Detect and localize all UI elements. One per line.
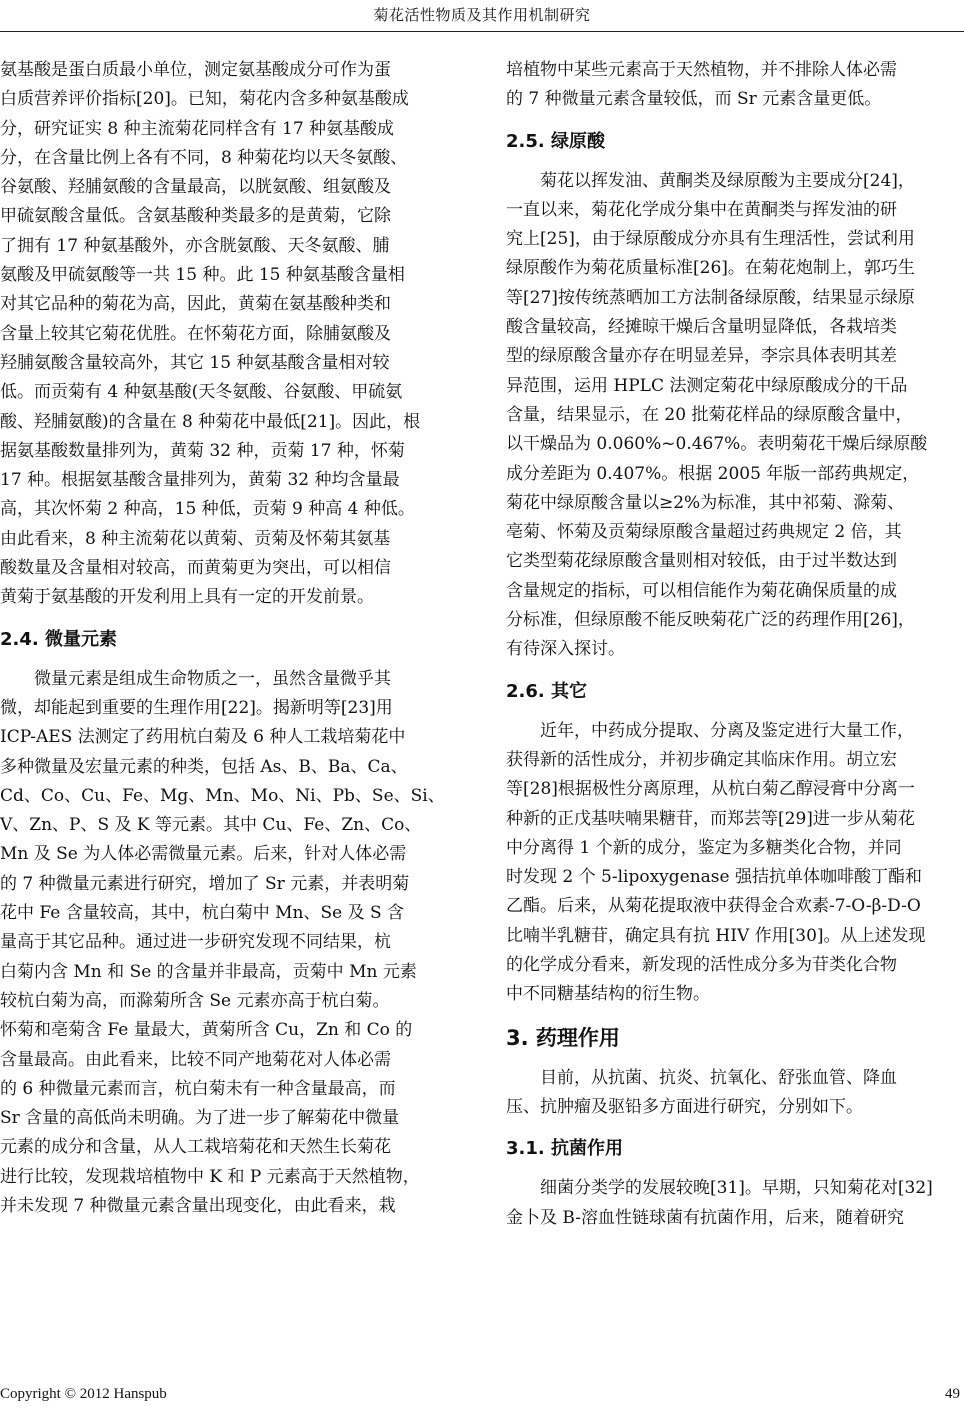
paragraph-antibacterial: 细菌分类学的发展较晚[31]。早期，只知菊花对[32] 金卜及 B-溶血性链球菌有抗菌作用，后来，随着研究 [506,1178,933,1228]
header-rule [0,31,964,32]
paragraph-pharmacology-intro: 目前，从抗菌、抗炎、抗氧化、舒张血管、降血 压、抗肿瘤及驱铅多方面进行研究，分别如下。 [506,1067,897,1117]
section-heading-3-1: 3.1. 抗菌作用 [506,1138,623,1160]
section-heading-2-6: 2.6. 其它 [506,680,587,702]
paragraph-others: 近年，中药成分提取、分离及鉴定进行大量工作， 获得新的活性成分，并初步确定其临床作用。胡立宏 等[28]根据极性分离原理，从杭白菊乙醇浸膏中分离一 种新的正戊基呋喃果糖苷，而郑芸等[29]进一步从菊花 中分离得 1 个新的成分，鉴定为多糖类化合物，并同 时发现 2 个 5-lipoxygenase 强拮抗单体咖啡酸丁酯和 乙酯。后来，从菊花提取液中获得金合欢素-7-O-β-D-O 比喃半乳糖苷，确定具有抗 HIV 作用[30]。从上述发现 的化学成分看来，新发现的活性成分多为苷类化合物 中不同糖基结构的衍生物。 [506,720,926,1005]
left-column [0,56,458,1221]
paragraph-amino-acids: 氨基酸是蛋白质最小单位，测定氨基酸成分可作为蛋 白质营养评价指标[20]。已知，菊花内含多种氨基酸成 分，研究证实 8 种主流菊花同样含有 17 种氨基酸成 分，在含量比例上各有不同，8 种菊花均以天冬氨酸、 谷氨酸、羟脯氨酸的含量最高，以胱氨酸、组氨酸及 甲硫氨酸含量低。含氨基酸种类最多的是黄菊，它除 了拥有 17 种氨基酸外，亦含胱氨酸、天冬氨酸、脯 氨酸及甲硫氨酸等一共 15 种。此 15 种氨基酸含量相 对其它品种的菊花为高，因此，黄菊在氨基酸种类和 含量上较其它菊花优胜。在怀菊花方面，除脯氨酸及 羟脯氨酸含量较高外，其它 15 种氨基酸含量相对较 低。而贡菊有 4 种氨基酸(天冬氨酸、谷氨酸、甲硫氨 酸、羟脯氨酸)的含量在 8 种菊花中最低[21]。因此，根 据氨基酸数量排列为，黄菊 32 种，贡菊 17 种，怀菊 17 种。根据氨基酸含量排列为，黄菊 32 种均含量最 高，其次怀菊 2 种高，15 种低，贡菊 9 种高 4 种低。 由此看来，8 种主流菊花以黄菊、贡菊及怀菊其氨基 酸数量及含量相对较高，而黄菊更为突出，可以相信 黄菊于氨基酸的开发利用上具有一定的开发前景。 [0,60,421,608]
section-heading-2-4: 2.4. 微量元素 [0,628,117,650]
paragraph-trace-elements-cont: 培植物中某些元素高于天然植物，并不排除人体必需 的 7 种微量元素含量较低，而 Sr 元素含量更低。 [506,60,897,110]
running-header: 菊花活性物质及其作用机制研究 [373,6,591,24]
section-heading-2-5: 2.5. 绿原酸 [506,130,605,152]
footer-page-number: 49 [945,1386,960,1402]
paragraph-trace-elements: 微量元素是组成生命物质之一，虽然含量微乎其 微，却能起到重要的生理作用[22]。揭新明等[23]用 ICP-AES 法测定了药用杭白菊及 6 种人工栽培菊花中 多种微量及宏量元素的种类，包括 As、B、Ba、Ca、 Cd、Co、Cu、Fe、Mg、Mn、Mo、Ni、Pb、Se、Si、 V、Zn、P、S 及 K 等元素。其中 Cu、Fe、Zn、Co、 Mn 及 Se 为人体必需微量元素。后来，针对人体必需 的 7 种微量元素进行研究，增加了 Sr 元素，并表明菊 花中 Fe 含量较高，其中，杭白菊中 Mn、Se 及 S 含 量高于其它品种。通过进一步研究发现不同结果，杭 白菊内含 Mn 和 Se 的含量并非最高，贡菊中 Mn 元素 较杭白菊为高，而滁菊所含 Se 元素亦高于杭白菊。 怀菊和亳菊含 Fe 量最大，黄菊所含 Cu，Zn 和 Co 的 含量最高。由此看来，比较不同产地菊花对人体必需 的 6 种微量元素而言，杭白菊未有一种含量最高，而 Sr 含量的高低尚未明确。为了进一步了解菊花中微量 元素的成分和含量，从人工栽培菊花和天然生长菊花 进行比较，发现栽培植物中 K 和 P 元素高于天然植物， 并未发现 7 种微量元素含量出现变化，由此看来，栽 [0,668,445,1216]
section-heading-3: 3. 药理作用 [506,1025,620,1050]
footer-copyright: Copyright © 2012 Hanspub [0,1386,167,1402]
right-column [506,56,964,1233]
paragraph-chlorogenic-acid: 菊花以挥发油、黄酮类及绿原酸为主要成分[24]， 一直以来，菊花化学成分集中在黄酮类与挥发油的研 究上[25]，由于绿原酸成分亦具有生理活性，尝试利用 绿原酸作为菊花质量标准[26]。在菊花炮制上，郭巧生 等[27]按传统蒸晒加工方法制备绿原酸，结果显示绿原 酸含量较高，经摊晾干燥后含量明显降低，各栽培类 型的绿原酸含量亦存在明显差异，李宗具体表明其差 异范围，运用 HPLC 法测定菊花中绿原酸成分的干品 含量，结果显示，在 20 批菊花样品的绿原酸含量中， 以干燥品为 0.060%~0.467%。表明菊花干燥后绿原酸 成分差距为 0.407%。根据 2005 年版一部药典规定， 菊花中绿原酸含量以≥2%为标准，其中祁菊、滁菊、 亳菊、怀菊及贡菊绿原酸含量超过药典规定 2 倍，其 它类型菊花绿原酸含量则相对较低，由于过半数达到 含量规定的指标，可以相信能作为菊花确保质量的成 分标准，但绿原酸不能反映菊花广泛的药理作用[26]， 有待深入探讨。 [506,170,928,660]
